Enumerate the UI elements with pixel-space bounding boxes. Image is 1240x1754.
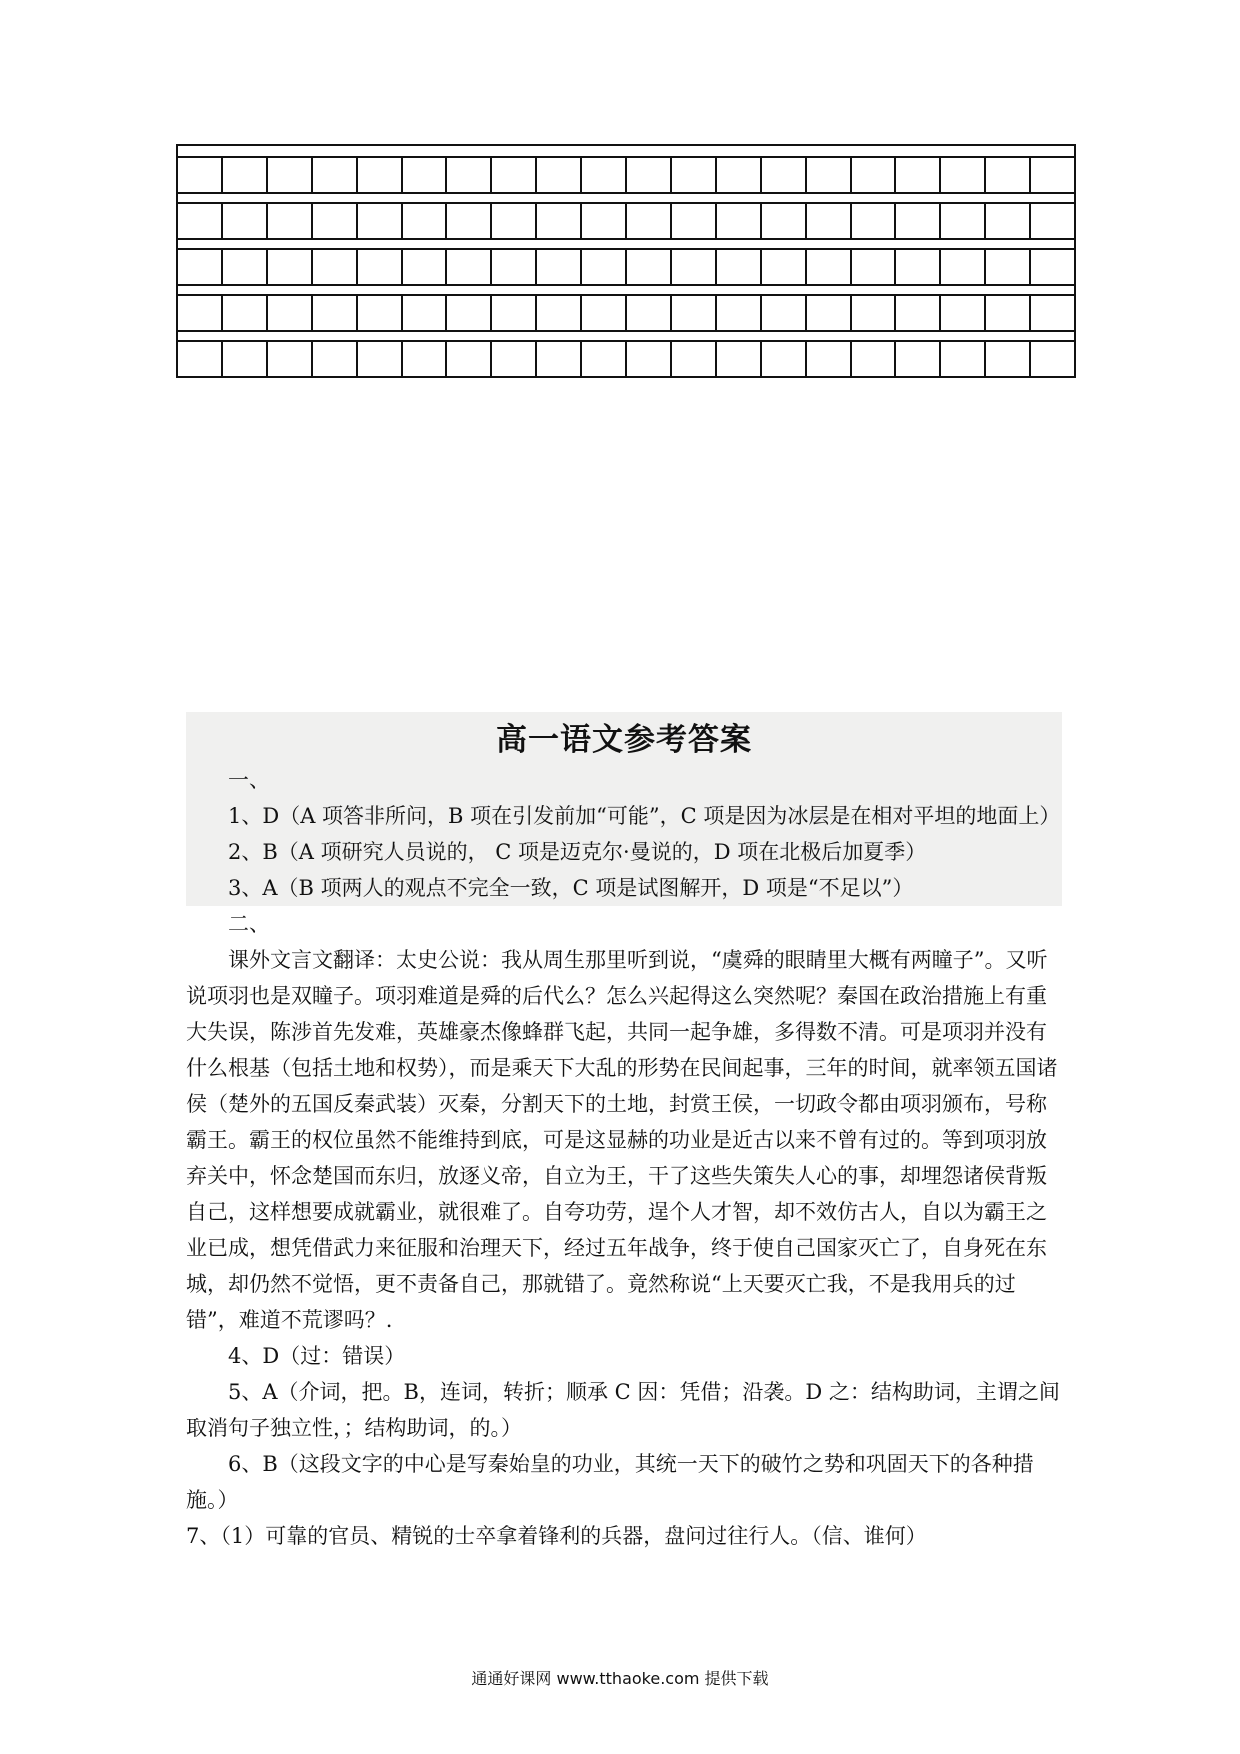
grid-cell <box>403 296 448 330</box>
grid-spacer <box>176 194 1076 202</box>
grid-row <box>176 202 1076 240</box>
grid-cell <box>358 342 403 376</box>
grid-row <box>176 248 1076 286</box>
grid-cell <box>582 158 627 192</box>
grid-cell <box>852 158 897 192</box>
grid-cell <box>447 250 492 284</box>
answer-q3: 3、A（B 项两人的观点不完全一致，C 项是试图解开，D 项是“不足以”） <box>228 876 914 900</box>
grid-cell <box>268 204 313 238</box>
grid-cell <box>447 204 492 238</box>
grid-cell <box>762 296 807 330</box>
grid-cell <box>537 250 582 284</box>
grid-cell <box>986 250 1031 284</box>
grid-cell <box>492 250 537 284</box>
grid-cell <box>852 342 897 376</box>
grid-cell <box>672 158 717 192</box>
grid-cell <box>447 158 492 192</box>
grid-cell <box>403 342 448 376</box>
grid-cell <box>223 296 268 330</box>
grid-cell <box>852 296 897 330</box>
answer-q2: 2、B（A 项研究人员说的， C 项是迈克尔·曼说的，D 项在北极后加夏季） <box>228 840 927 864</box>
grid-cell <box>941 342 986 376</box>
grid-cell <box>941 204 986 238</box>
grid-cell <box>896 250 941 284</box>
grid-cell <box>1031 158 1076 192</box>
grid-cell <box>313 204 358 238</box>
grid-cell <box>1031 204 1076 238</box>
translation-paragraph: 课外文言文翻译：太史公说：我从周生那里听到说，“虞舜的眼睛里大概有两瞳子”。又听说项羽也是双瞳子。项羽难道是舜的后代么？怎么兴起得这么突然呢？秦国在政治措施上有重大失误，陈涉首先发难，英雄豪杰像蜂群飞起，共同一起争雄，多得数不清。可是项羽并没有什么根基（包括土地和权势），而是乘天下大乱的形势在民间起事，三年的时间，就率领五国诸侯（楚外的五国反秦武装）灭秦，分割天下的土地，封赏王侯，一切政令都由项羽颁布，号称霸王。霸王的权位虽然不能维持到底，可是这显赫的功业是近古以来不曾有过的。等到项羽放弃关中，怀念楚国而东归，放逐义帝，自立为王，干了这些失策失人心的事，却埋怨诸侯背叛自己，这样想要成就霸业，就很难了。自夸功劳，逞个人才智，却不效仿古人，自以为霸王之业已成，想凭借武力来征服和治理天下，经过五年战争，终于使自己国家灭亡了，自身死在东城，却仍然不觉悟，更不责备自己，那就错了。竟然称说“上天要灭亡我，不是我用兵的过错”，难道不荒谬吗？. <box>186 948 1058 1332</box>
grid-cell <box>178 204 223 238</box>
grid-cell <box>717 342 762 376</box>
grid-cell <box>403 204 448 238</box>
grid-cell <box>582 296 627 330</box>
section-heading-2: 二、 <box>228 912 270 936</box>
grid-cell <box>358 204 403 238</box>
grid-cell <box>896 204 941 238</box>
grid-cell <box>1031 342 1076 376</box>
grid-cell <box>941 250 986 284</box>
grid-cell <box>268 342 313 376</box>
grid-cell <box>762 158 807 192</box>
grid-cell <box>807 296 852 330</box>
grid-cell <box>627 158 672 192</box>
grid-cell <box>717 204 762 238</box>
grid-cell <box>178 250 223 284</box>
answer-q6: 6、B（这段文字的中心是写秦始皇的功业，其统一天下的破竹之势和巩固天下的各种措施。） <box>186 1452 1034 1512</box>
grid-cell <box>313 342 358 376</box>
grid-cell <box>627 342 672 376</box>
grid-cell <box>807 204 852 238</box>
grid-cell <box>403 250 448 284</box>
grid-cell <box>896 342 941 376</box>
grid-cell <box>1031 250 1076 284</box>
grid-cell <box>807 342 852 376</box>
grid-cell <box>358 296 403 330</box>
page-footer: 通通好课网 www.tthaoke.com 提供下载 <box>471 1669 769 1688</box>
grid-cell <box>223 250 268 284</box>
grid-cell <box>986 204 1031 238</box>
grid-cell <box>582 342 627 376</box>
grid-cell <box>268 250 313 284</box>
grid-cell <box>268 296 313 330</box>
grid-cell <box>178 342 223 376</box>
grid-cell <box>358 158 403 192</box>
answer-q4: 4、D（过：错误） <box>228 1344 406 1368</box>
grid-cell <box>627 296 672 330</box>
grid-cell <box>627 250 672 284</box>
grid-cell <box>178 296 223 330</box>
grid-cell <box>492 296 537 330</box>
grid-cell <box>986 296 1031 330</box>
grid-cell <box>537 342 582 376</box>
grid-cell <box>447 296 492 330</box>
grid-cell <box>627 204 672 238</box>
answer-header-block <box>186 712 1062 906</box>
grid-spacer <box>176 332 1076 340</box>
grid-cell <box>537 204 582 238</box>
grid-row <box>176 294 1076 332</box>
grid-cell <box>313 296 358 330</box>
answer-title: 高一语文参考答案 <box>496 722 752 758</box>
grid-cell <box>313 158 358 192</box>
grid-cell <box>223 204 268 238</box>
answer-q1: 1、D（A 项答非所问，B 项在引发前加“可能”，C 项是因为冰层是在相对平坦的地面上） <box>228 804 1061 828</box>
grid-cell <box>986 342 1031 376</box>
grid-cell <box>223 158 268 192</box>
grid-cell <box>762 250 807 284</box>
grid-cell <box>852 250 897 284</box>
grid-cell <box>672 250 717 284</box>
grid-cell <box>717 158 762 192</box>
grid-cell <box>941 158 986 192</box>
answer-q7: 7、（1）可靠的官员、精锐的士卒拿着锋利的兵器，盘问过往行人。（信、谁何） <box>186 1524 927 1548</box>
section-heading-1: 一、 <box>228 768 270 792</box>
grid-cell <box>762 204 807 238</box>
grid-cell <box>717 296 762 330</box>
grid-cell <box>178 158 223 192</box>
grid-cell <box>807 158 852 192</box>
grid-cell <box>852 204 897 238</box>
grid-cell <box>1031 296 1076 330</box>
grid-cell <box>762 342 807 376</box>
grid-cell <box>582 204 627 238</box>
grid-spacer <box>176 144 1076 156</box>
grid-cell <box>537 158 582 192</box>
grid-cell <box>582 250 627 284</box>
grid-cell <box>492 342 537 376</box>
grid-cell <box>447 342 492 376</box>
grid-cell <box>492 204 537 238</box>
answer-q5: 5、A（介词，把。B，连词，转折；顺承 C 因：凭借；沿袭。D 之：结构助词，主谓之间取消句子独立性，；结构助词，的。） <box>186 1380 1060 1440</box>
grid-cell <box>896 296 941 330</box>
grid-cell <box>986 158 1031 192</box>
grid-cell <box>807 250 852 284</box>
grid-cell <box>313 250 358 284</box>
grid-cell <box>672 342 717 376</box>
grid-row <box>176 156 1076 194</box>
grid-cell <box>717 250 762 284</box>
grid-cell <box>268 158 313 192</box>
grid-row <box>176 340 1076 378</box>
grid-cell <box>358 250 403 284</box>
grid-cell <box>492 158 537 192</box>
grid-spacer <box>176 240 1076 248</box>
grid-cell <box>672 296 717 330</box>
grid-cell <box>403 158 448 192</box>
grid-cell <box>537 296 582 330</box>
grid-cell <box>223 342 268 376</box>
grid-cell <box>672 204 717 238</box>
grid-spacer <box>176 286 1076 294</box>
writing-grid <box>176 144 1076 378</box>
grid-cell <box>941 296 986 330</box>
answer-section <box>186 712 1062 1554</box>
grid-cell <box>896 158 941 192</box>
